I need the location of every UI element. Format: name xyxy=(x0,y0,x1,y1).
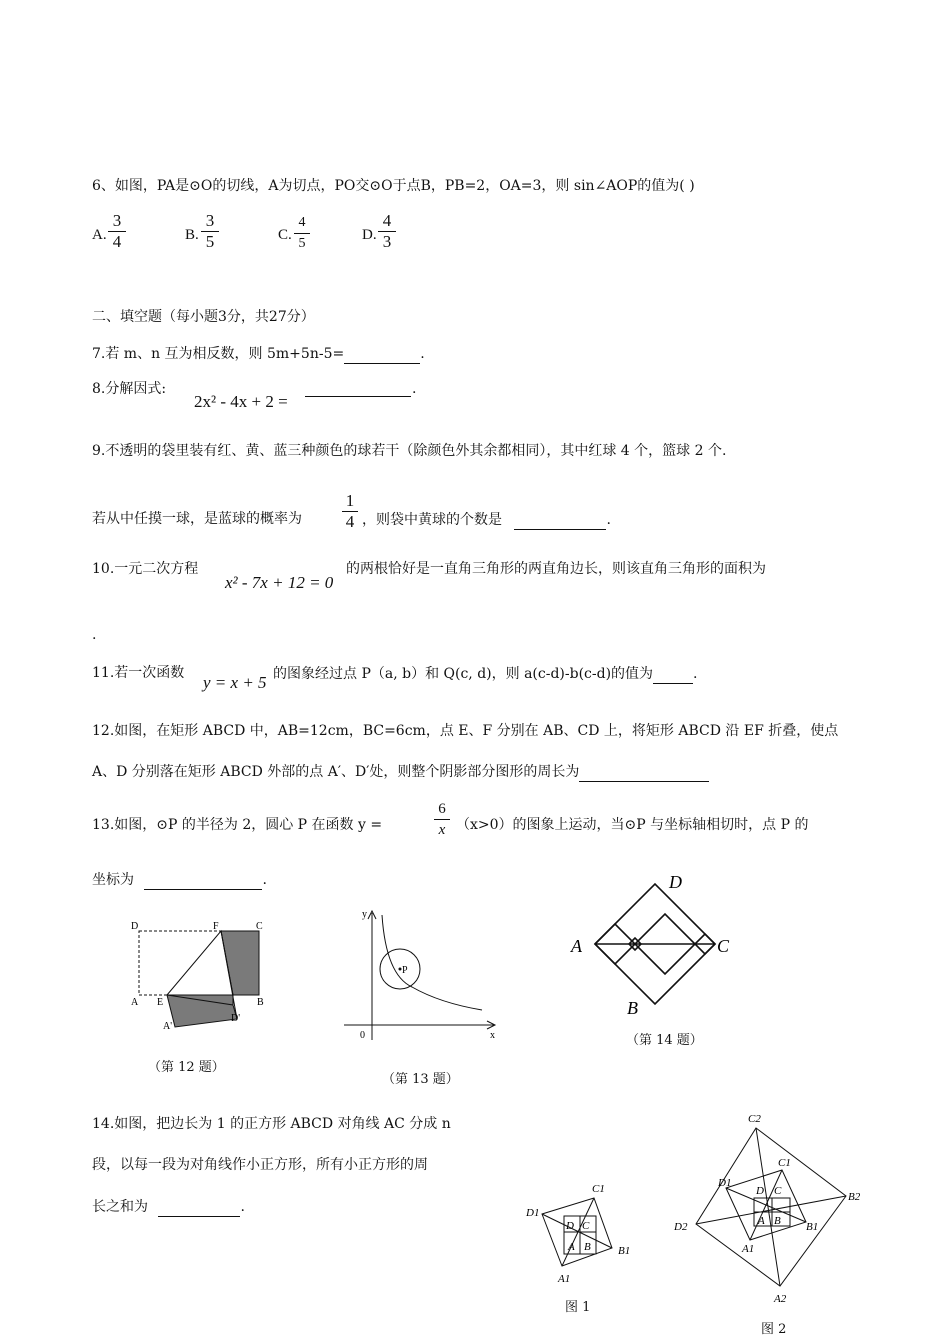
q12-answer-blank xyxy=(579,761,709,782)
fraction-denominator: 4 xyxy=(112,232,122,251)
q14-line1: 14.如图，把边长为 1 的正方形 ABCD 对角线 AC 分成 n xyxy=(92,1116,451,1132)
fig14-label-a: A xyxy=(571,936,582,956)
q14-line2: 段，以每一段为对角线作小正方形，所有小正方形的周 xyxy=(92,1157,428,1173)
q9-tail: . xyxy=(606,512,611,528)
q11-tail: . xyxy=(693,666,698,682)
fig12-label-c: C xyxy=(256,921,263,932)
fig13-label-x: x xyxy=(490,1030,495,1041)
q12-line2 xyxy=(92,761,709,782)
fig1-label-c1: C1 xyxy=(592,1183,605,1195)
q6-option-c-fraction xyxy=(294,214,310,253)
figure-1-diagram xyxy=(522,1172,642,1292)
q9-fraction xyxy=(342,492,358,531)
fig14-label-d: D xyxy=(669,872,682,892)
q7 xyxy=(92,343,425,364)
q10-text-b: 的两根恰好是一直角三角形的两直角边长，则该直角三角形的面积为 xyxy=(346,561,766,577)
fig12-label-e: E xyxy=(157,997,164,1008)
q10-line2: . xyxy=(92,627,97,643)
fraction-denominator: 4 xyxy=(345,512,355,531)
figure-13-graph xyxy=(340,905,510,1055)
fig2-label-a1: A1 xyxy=(742,1243,755,1255)
fig12-label-a: A xyxy=(131,997,139,1008)
q8-tail: . xyxy=(412,381,417,397)
q6-option-a-label: A. xyxy=(92,227,107,243)
figure1-caption: 图 1 xyxy=(565,1300,591,1315)
q11-text-b: 的图象经过点 P（a, b）和 Q(c, d)，则 a(c-d)-b(c-d)的值为 xyxy=(273,666,654,682)
q7-text: 7.若 m、n 互为相反数，则 5m+5n-5= xyxy=(92,346,345,362)
fig14-caption: （第 14 题） xyxy=(626,1033,703,1048)
fig12-label-d: D xyxy=(131,921,139,932)
fig2-label-c2: C2 xyxy=(748,1113,761,1125)
fig1-label-d1: D1 xyxy=(526,1207,540,1219)
q13-fraction xyxy=(434,800,450,839)
q10-text-a: 10.一元二次方程 xyxy=(92,561,199,577)
figure-12-diagram xyxy=(125,915,275,1035)
q7-tail: . xyxy=(420,346,425,362)
q13-text-a: 13.如图，⊙P 的半径为 2，圆心 P 在函数 y = xyxy=(92,817,383,833)
fraction-bar xyxy=(434,819,450,820)
fig2-label-c: C xyxy=(774,1185,782,1197)
fig14-label-b: B xyxy=(627,998,638,1018)
fraction-denominator: 5 xyxy=(205,232,215,251)
fraction-numerator: 3 xyxy=(205,211,215,230)
q14-answer-blank xyxy=(158,1196,240,1217)
q14-tail: . xyxy=(240,1199,245,1215)
q11-answer-blank xyxy=(653,663,693,684)
q13-line2 xyxy=(92,869,267,890)
fig2-label-a2: A2 xyxy=(774,1293,787,1305)
fig1-label-d: D xyxy=(566,1220,574,1232)
q11-expression: y = x + 5 xyxy=(203,673,267,692)
q14-line3-text: 长之和为 xyxy=(92,1199,148,1215)
fig12-label-b: B xyxy=(257,997,264,1008)
q9-text-b: ，则袋中黄球的个数是 xyxy=(362,512,502,528)
q13-answer-blank xyxy=(144,869,262,890)
fraction-numerator: 3 xyxy=(112,211,122,230)
figure2-caption: 图 2 xyxy=(761,1322,787,1337)
fig2-label-d1: D1 xyxy=(718,1177,732,1189)
q13-tail: . xyxy=(262,872,267,888)
q12-line1: 12.如图，在矩形 ABCD 中，AB=12cm，BC=6cm，点 E、F 分别在 AB、CD 上，将矩形 ABCD 沿 EF 折叠，使点 xyxy=(92,723,839,739)
fig2-label-d2: D2 xyxy=(674,1221,688,1233)
fraction-denominator: x xyxy=(438,822,446,838)
fig2-label-a: A xyxy=(758,1215,765,1227)
fig2-label-b1: B1 xyxy=(806,1221,819,1233)
fig13-caption: （第 13 题） xyxy=(382,1072,459,1087)
fig13-label-y: y xyxy=(362,909,367,920)
fig2-label-b: B xyxy=(774,1215,781,1227)
q8-expression: 2x² - 4x + 2 = xyxy=(194,392,288,411)
fig2-label-c1: C1 xyxy=(778,1157,791,1169)
figure-2-diagram xyxy=(670,1108,870,1318)
q10-expression: x² - 7x + 12 = 0 xyxy=(225,573,334,592)
q6-option-b-fraction xyxy=(201,212,219,251)
q9-line1: 9.不透明的袋里装有红、黄、蓝三种颜色的球若干（除颜色外其余都相同），其中红球 4 个，篮球 2 个. xyxy=(92,443,727,459)
fig2-label-d: D xyxy=(756,1185,764,1197)
fig2-label-b2: B2 xyxy=(848,1191,861,1203)
fig12-caption: （第 12 题） xyxy=(148,1060,225,1075)
q6-option-d-label: D. xyxy=(362,227,377,243)
fig1-label-a1: A1 xyxy=(558,1273,571,1285)
q7-answer-blank xyxy=(344,343,420,364)
q9-line2b xyxy=(362,509,611,530)
fig1-label-c: C xyxy=(582,1220,590,1232)
fig12-label-f: F xyxy=(213,921,219,932)
fig12-label-a-prime: A' xyxy=(163,1021,173,1032)
q9-answer-blank xyxy=(514,509,606,530)
fig1-label-a: A xyxy=(568,1241,575,1253)
q8-text: 8.分解因式: xyxy=(92,381,167,397)
q6-option-b-label: B. xyxy=(185,227,199,243)
q6-option-c-label: C. xyxy=(278,227,292,243)
q6-option-d-fraction xyxy=(378,212,396,251)
q11-rest xyxy=(273,663,698,684)
fraction-bar xyxy=(294,233,310,234)
fraction-denominator: 5 xyxy=(298,236,306,251)
q13-line2-text: 坐标为 xyxy=(92,872,134,888)
fraction-numerator: 4 xyxy=(298,215,306,230)
fig1-label-b1: B1 xyxy=(618,1245,631,1257)
q13-text-b: （x>0）的图象上运动，当⊙P 与坐标轴相切时，点 P 的 xyxy=(456,817,809,833)
fraction-denominator: 3 xyxy=(382,232,392,251)
q9-line2a: 若从中任摸一球，是蓝球的概率为 xyxy=(92,511,302,527)
fig14-label-c: C xyxy=(717,936,730,956)
q14-line3 xyxy=(92,1196,245,1217)
fig13-label-p: P xyxy=(402,965,408,976)
q11-text-a: 11.若一次函数 xyxy=(92,665,185,681)
q6-option-a-fraction xyxy=(108,212,126,251)
fraction-numerator: 1 xyxy=(345,491,355,510)
figure-14-diagram xyxy=(565,870,745,1020)
q12-line2-text: A、D 分别落在矩形 ABCD 外部的点 A′、D′处，则整个阴影部分图形的周长为 xyxy=(92,764,580,780)
section-2-heading: 二、填空题（每小题3分，共27分） xyxy=(92,309,315,325)
fig13-label-origin: 0 xyxy=(360,1030,365,1041)
fraction-numerator: 4 xyxy=(382,211,392,230)
fig12-label-d-prime: D' xyxy=(231,1013,241,1024)
fraction-numerator: 6 xyxy=(438,801,446,817)
q8-answer-blank xyxy=(305,380,411,397)
fig1-label-b: B xyxy=(584,1241,591,1253)
q6-text: 6、如图，PA是⊙O的切线，A为切点，PO交⊙O于点B，PB=2，OA=3，则 sin∠AOP的值为( ) xyxy=(92,178,695,194)
